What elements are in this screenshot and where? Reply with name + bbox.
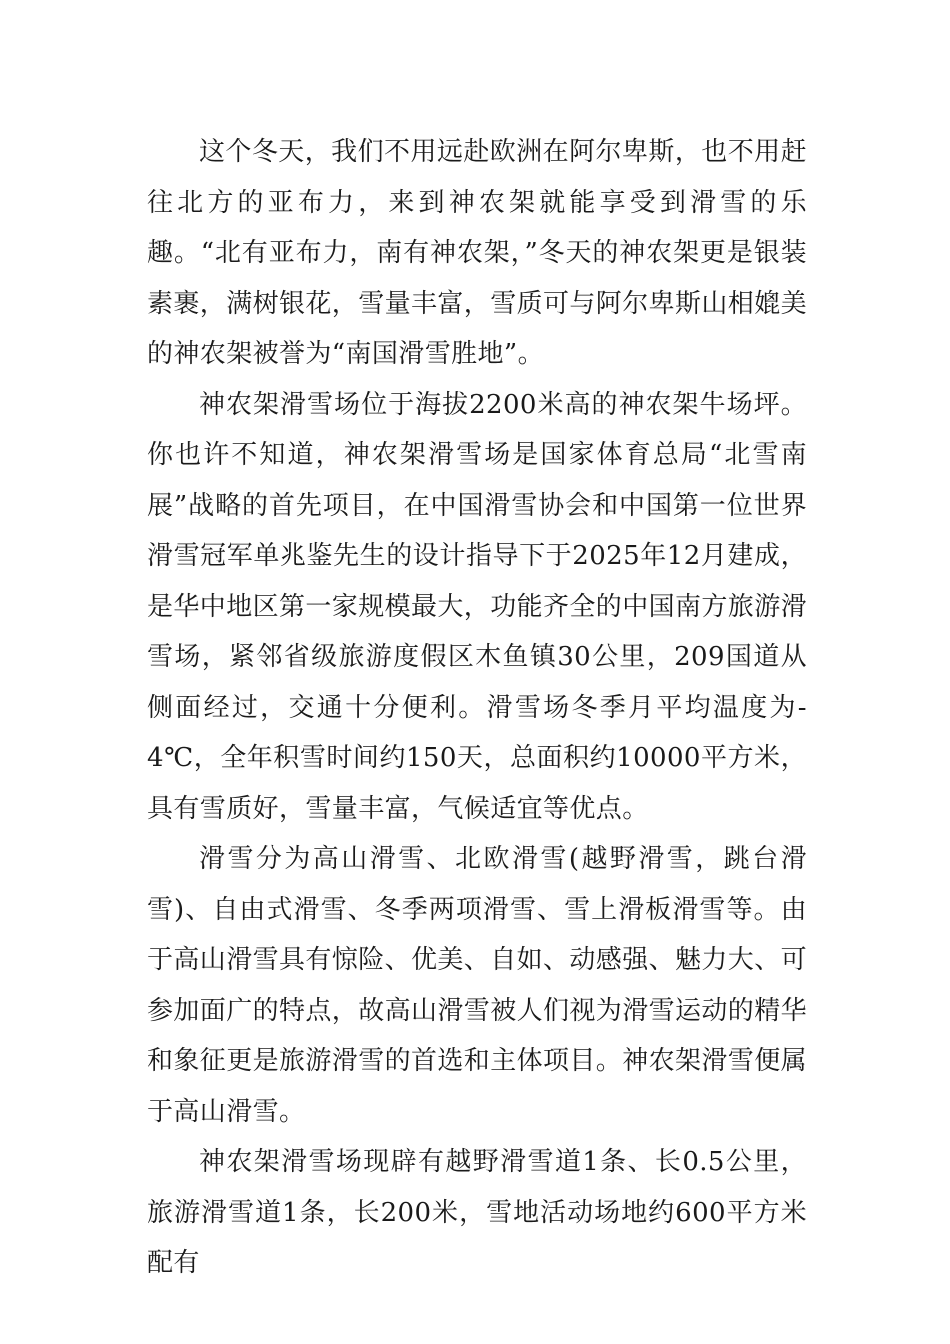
- paragraph-ski-types: 滑雪分为高山滑雪、北欧滑雪(越野滑雪，跳台滑雪)、自由式滑雪、冬季两项滑雪、雪上滑板滑雪等。由于高山滑雪具有惊险、优美、自如、动感强、魅力大、可参加面广的特点，故高山滑雪被人们视为滑雪运动的精华和象征更是旅游滑雪的首选和主体项目。神农架滑雪便属于高山滑雪。: [147, 844, 808, 1127]
- paragraph-intro: 这个冬天，我们不用远赴欧洲在阿尔卑斯，也不用赶往北方的亚布力，来到神农架就能享受到滑雪的乐趣。“北有亚布力，南有神农架，”冬天的神农架更是银装素裹，满树银花，雪量丰富，雪质可与阿尔卑斯山相媲美的神农架被誉为“南国滑雪胜地”。: [147, 137, 808, 369]
- paragraph-ski-resort-location: 神农架滑雪场位于海拔2200米高的神农架牛场坪。你也许不知道，神农架滑雪场是国家体育总局“北雪南展”战略的首先项目，在中国滑雪协会和中国第一位世界滑雪冠军单兆鉴先生的设计指导下于2025年12月建成，是华中地区第一家规模最大，功能齐全的中国南方旅游滑雪场，紧邻省级旅游度假区木鱼镇30公里，209国道从侧面经过，交通十分便利。滑雪场冬季月平均温度为-4℃，全年积雪时间约150天，总面积约10000平方米，具有雪质好，雪量丰富，气候适宜等优点。: [147, 389, 808, 824]
- document-body: [147, 127, 807, 1289]
- paragraph-ski-trails: 神农架滑雪场现辟有越野滑雪道1条、长0.5公里，旅游滑雪道1条，长200米，雪地活动场地约600平方米配有: [147, 1147, 807, 1278]
